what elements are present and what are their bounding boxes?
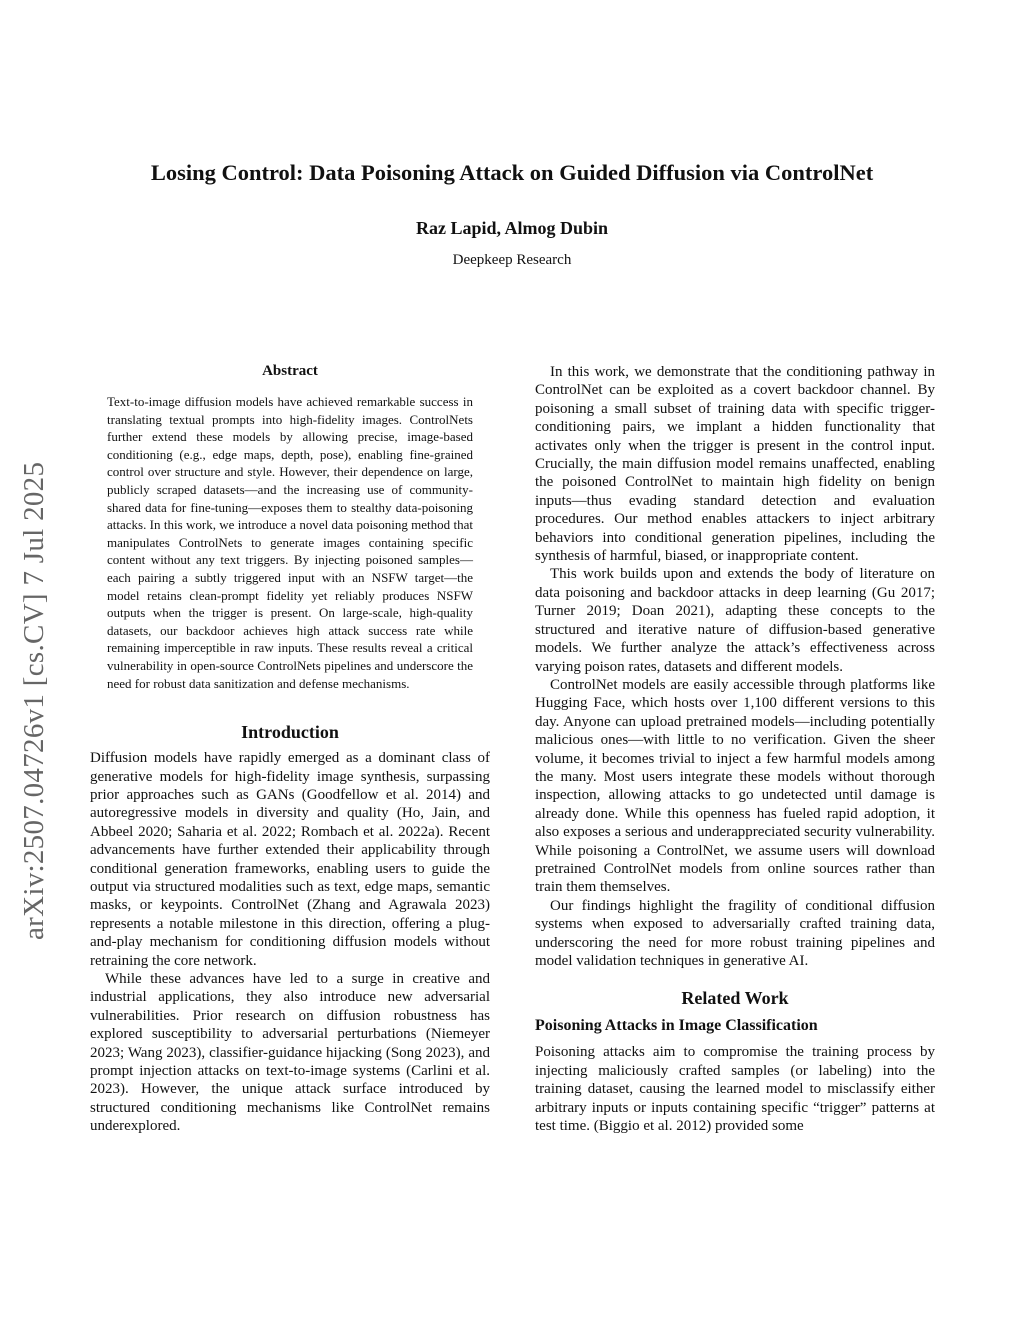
- related-work-heading: Related Work: [681, 988, 789, 1009]
- abstract-heading: Abstract: [262, 363, 318, 379]
- body-paragraph: In this work, we demonstrate that the conditioning pathway in ControlNet can be exploited as a covert backdoor channel. By poisoning a small subset of training data with specific trigger-conditioning pairs, we implant a hidden functionality that activates only when the trigger is present in the control input. Crucially, the main diffusion model remains unaffected, enabling the poisoned ControlNet to maintain high fidelity on benign inputs—thus evading standard detection and evaluation procedures. Our method enables attackers to inject arbitrary behaviors into conditional generation pipelines, including the synthesis of harmful, biased, or inappropriate content.: [535, 364, 935, 565]
- intro-paragraph: While these advances have led to a surge in creative and industrial applications, they also introduce new adversarial vulnerabilities. Prior research on diffusion robustness has explored susceptibility to adversarial perturbations (Niemeyer 2023; Wang 2023), classifier-guidance hijacking (Song 2023), and prompt injection attacks on text-to-image systems (Carlini et al. 2023). However, the unique attack surface introduced by structured conditioning mechanisms like ControlNet remains underexplored.: [90, 970, 490, 1135]
- intro-paragraph: Diffusion models have rapidly emerged as a dominant class of generative models for high-fidelity image synthesis, surpassing prior approaches such as GANs (Goodfellow et al. 2014) and autoregressive models in diversity and quality (Ho, Jain, and Abbeel 2020; Saharia et al. 2022; Rombach et al. 2022a). Recent advancements have further extended their applicability through conditional generation frameworks, enabling users to guide the output via structured modalities such as text, edge maps, semantic masks, or keypoints. ControlNet (Zhang and Agrawala 2023) represents a notable milestone in this direction, offering a plug-and-play mechanism for conditioning diffusion models without retraining the core network.: [90, 750, 490, 969]
- introduction-heading: Introduction: [241, 722, 339, 743]
- abstract-text: Text-to-image diffusion models have achieved remarkable success in translating textual prompts into high-fidelity images. ControlNets further extend these models by allowing precise, image-based conditioning (e.g., edge maps, depth, pose), enabling fine-grained control over structure and style. However, their dependence on large, publicly scraped datasets—and the increasing use of community-shared data for fine-tuning—exposes them to stealthy data-poisoning attacks. In this work, we introduce a novel data poisoning method that manipulates ControlNets to generate images containing specific content without any text triggers. By injecting poisoned samples—each pairing a subtly triggered input with an NSFW target—the model retains clean-prompt fidelity yet reliably produces NSFW outputs when the trigger is present. On large-scale, high-quality datasets, our backdoor achieves high attack success rate while remaining imperceptible in raw inputs. These results reveal a critical vulnerability in open-source ControlNets pipelines and underscore the need for robust data sanitization and defense mechanisms.: [107, 394, 473, 691]
- arxiv-identifier: arXiv:2507.04726v1 [cs.CV] 7 Jul 2025: [18, 461, 50, 940]
- body-paragraph: This work builds upon and extends the body of literature on data poisoning and backdoor attacks in deep learning (Gu 2017; Turner 2019; Doan 2021), adapting these concepts to the structured and iterative nature of diffusion-based generative models. We further analyze the attack’s effectiveness across varying poison rates, datasets and different models.: [535, 566, 935, 675]
- author-affiliation: Deepkeep Research: [452, 252, 572, 268]
- right-column: [535, 363, 935, 1135]
- body-paragraph: ControlNet models are easily accessible through platforms like Hugging Face, which hosts over 1,100 different versions to this day. Anyone can upload pretrained models—including potentially malicious ones—with little to no verification. Given the sheer volume, it becomes trivial to inject a few harmful models among the many. Most users integrate these models without thorough inspection, allowing attacks to go undetected until damage is already done. While this openness has fueled rapid adoption, it also exposes a serious and underappreciated security vulnerability. While poisoning a ControlNet, we assume users will download pretrained ControlNet models from online sources rather than train them themselves.: [535, 676, 935, 896]
- paper-title: Losing Control: Data Poisoning Attack on Guided Diffusion via ControlNet: [150, 160, 874, 185]
- left-column: [90, 363, 490, 1136]
- paper-authors: Raz Lapid, Almog Dubin: [415, 218, 609, 238]
- body-paragraph: Our findings highlight the fragility of conditional diffusion systems when exposed to adversarially crafted training data, underscoring the need for more robust training pipelines and model validation techniques in generative AI.: [535, 897, 935, 969]
- related-work-subheading: Poisoning Attacks in Image Classification: [535, 1017, 818, 1035]
- related-work-paragraph: Poisoning attacks aim to compromise the training process by injecting maliciously crafted samples (or labeling) into the training dataset, causing the learned model to misclassify either arbitrary inputs or inputs containing specific “trigger” patterns at test time. (Biggio et al. 2012) provided some: [535, 1044, 935, 1135]
